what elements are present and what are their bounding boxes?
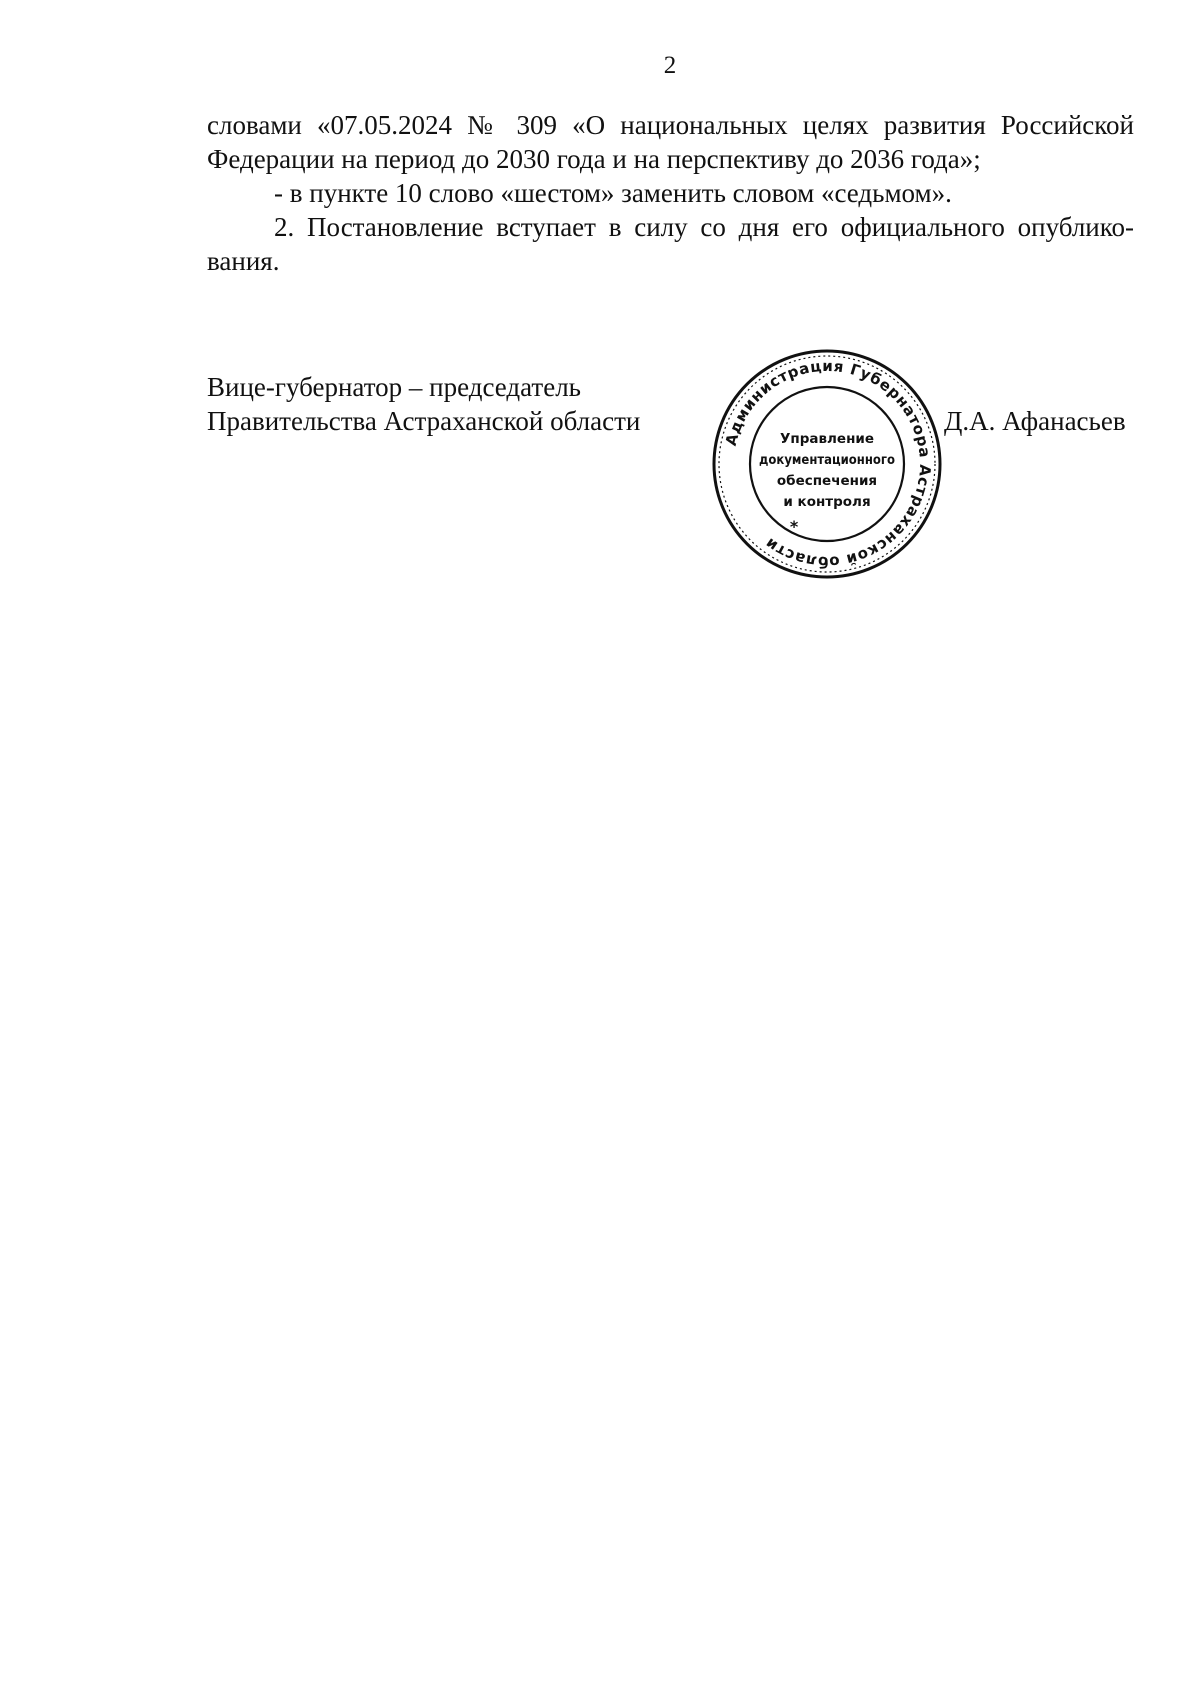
paragraph-entry-into-force: 2. Постановление вступает в силу со дня его официального опублико-вания. [207,212,1134,276]
stamp-center-line-3: обеспечения [776,473,878,489]
stamp-center-line-2: документационного [759,453,896,468]
document-body [207,108,1134,278]
stamp-seal-icon [710,347,944,581]
stamp-center-line-4: и контроля [783,494,871,510]
signatory-position-line-1: Вице-губернатор – председатель [207,372,581,402]
paragraph-amendment-point-10: - в пункте 10 слово «шестом» заменить словом «седьмом». [274,178,952,208]
signatory-position [207,370,640,438]
signatory-position-line-2: Правительства Астраханской области [207,406,641,436]
stamp-ring-text: Администрация Губернатора Астраханской области [721,356,935,572]
page-number: 2 [663,52,677,79]
signatory-name: Д.А. Афанасьев [944,406,1126,436]
stamp-star: * [789,517,799,536]
stamp-center-line-1: Управление [779,431,875,447]
paragraph-amendment-reference: словами «07.05.2024 № 309 «О национальных целях развития Российской Федерации на период до 2030 года и на перспективу до 2036 года»; [207,110,1134,174]
official-stamp [710,347,944,581]
